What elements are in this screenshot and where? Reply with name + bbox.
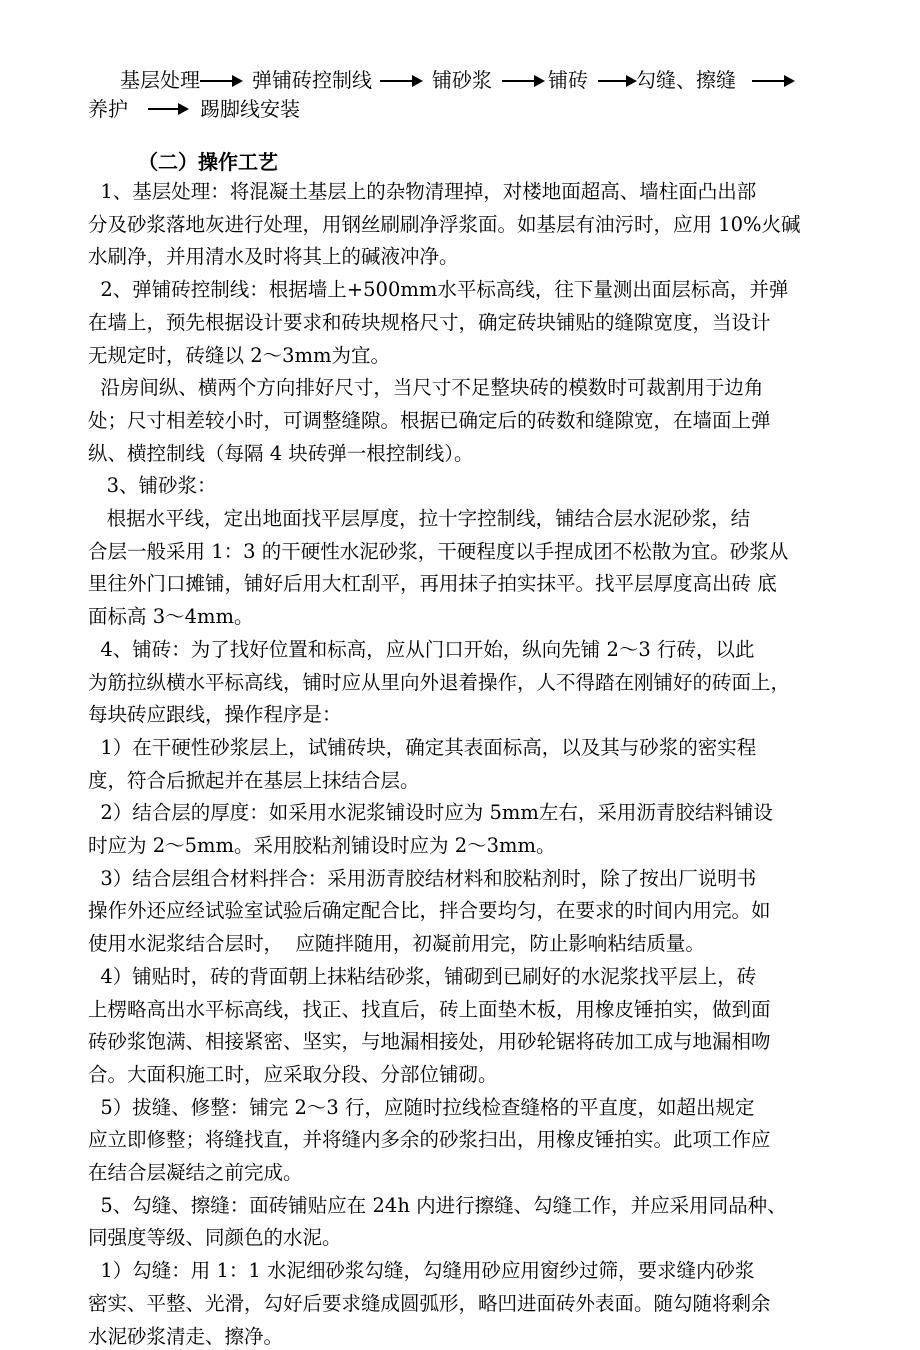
flow-step-1: 基层处理 [120, 68, 200, 92]
paragraph-line: 5）拔缝、修整：铺完 2～3 行，应随时拉线检查缝格的平直度，如超出规定 [88, 1095, 755, 1119]
arrow-icon [148, 108, 180, 110]
paragraph-line: 在墙上，预先根据设计要求和砖块规格尺寸，确定砖块铺贴的缝隙宽度，当设计 [88, 310, 771, 334]
paragraph-line: 同强度等级、同颜色的水泥。 [88, 1226, 342, 1250]
paragraph-line: 每块砖应跟线，操作程序是： [88, 703, 342, 727]
paragraph-line: 处；尺寸相差较小时，可调整缝隙。根据已确定后的砖数和缝隙宽，在墙面上弹 [88, 408, 771, 432]
paragraph-line: 1）在干硬性砂浆层上，试铺砖块，确定其表面标高，以及其与砂浆的密实程 [88, 735, 757, 759]
paragraph-line: 里往外门口摊铺，铺好后用大杠刮平，再用抹子拍实抹平。找平层厚度高出砖 底 [88, 572, 777, 596]
arrow-icon [752, 80, 786, 82]
paragraph-line: 合层一般采用 1：3 的干硬性水泥砂浆，干硬程度以手捏成团不松散为宜。砂浆从 [88, 539, 789, 563]
paragraph-line: 3）结合层组合材料拌合：采用沥青胶结材料和胶粘剂时，除了按出厂说明书 [88, 866, 757, 890]
paragraph-line: 面标高 3～4mm。 [88, 605, 254, 629]
flow-step-6: 养护 [88, 97, 128, 121]
paragraph-line: 使用水泥浆结合层时， 应随拌随用，初凝前用完，防止影响粘结质量。 [88, 932, 705, 956]
paragraph-line: 水泥砂浆清走、擦净。 [88, 1324, 284, 1348]
paragraph-line: 应立即修整；将缝找直，并将缝内多余的砂浆扫出，用橡皮锤拍实。此项工作应 [88, 1128, 771, 1152]
paragraph-line: 2）结合层的厚度：如采用水泥浆铺设时应为 5mm左右，采用沥青胶结料铺设 [88, 801, 773, 825]
paragraph-line: 无规定时，砖缝以 2～3mm为宜。 [88, 343, 390, 367]
flow-step-5: 勾缝、擦缝 [636, 68, 736, 92]
paragraph-line: 操作外还应经试验室试验后确定配合比，拌合要均匀，在要求的时间内用完。如 [88, 899, 771, 923]
arrow-icon [200, 80, 234, 82]
paragraph-line: 水刷净，并用清水及时将其上的碱液冲净。 [88, 245, 459, 269]
paragraph-line: 度，符合后掀起并在基层上抹结合层。 [88, 768, 420, 792]
arrow-icon [380, 80, 414, 82]
paragraph-line: 5、勾缝、擦缝：面砖铺贴应在 24h 内进行擦缝、勾缝工作，并应采用同品种、 [88, 1193, 787, 1217]
flow-step-2: 弹铺砖控制线 [252, 68, 372, 92]
paragraph-line: 为筋拉纵横水平标高线，铺时应从里向外退着操作，人不得踏在刚铺好的砖面上， [88, 670, 791, 694]
paragraph-line: 砖砂浆饱满、相接紧密、坚实，与地漏相接处，用砂轮锯将砖加工成与地漏相吻 [88, 1030, 771, 1054]
paragraph-line: 密实、平整、光滑，勾好后要求缝成圆弧形，略凹进面砖外表面。随勾随将剩余 [88, 1291, 771, 1315]
paragraph-line: 分及砂浆落地灰进行处理，用钢丝刷刷净浮浆面。如基层有油污时，应用 10%火碱 [88, 212, 801, 236]
paragraph-line: 4）铺贴时，砖的背面朝上抹粘结砂浆，铺砌到已刷好的水泥浆找平层上，砖 [88, 964, 757, 988]
flow-step-4: 铺砖 [548, 68, 588, 92]
paragraph-line: 1、基层处理：将混凝土基层上的杂物清理掉，对楼地面超高、墙柱面凸出部 [88, 180, 757, 203]
paragraph-line: 纵、横控制线（每隔 4 块砖弹一根控制线）。 [88, 441, 474, 465]
paragraph-line: 合。大面积施工时，应采取分段、分部位铺砌。 [88, 1062, 498, 1086]
paragraph-line: 2、弹铺砖控制线：根据墙上+500mm水平标高线，往下量测出面层标高，并弹 [88, 278, 789, 302]
paragraph-line: 沿房间纵、横两个方向排好尺寸，当尺寸不足整块砖的模数时可裁割用于边角 [88, 376, 764, 400]
paragraph-line: 时应为 2～5mm。采用胶粘剂铺设时应为 2～3mm。 [88, 834, 556, 857]
arrow-icon [598, 80, 628, 82]
arrow-icon [502, 80, 536, 82]
flow-step-3: 铺砂浆 [432, 68, 492, 92]
section-heading: （二）操作工艺 [138, 150, 278, 174]
paragraph-line: 4、铺砖：为了找好位置和标高，应从门口开始，纵向先铺 2～3 行砖，以此 [88, 637, 755, 661]
paragraph-line: 在结合层凝结之前完成。 [88, 1161, 303, 1184]
paragraph-line: 1）勾缝：用 1：1 水泥细砂浆勾缝，勾缝用砂应用窗纱过筛，要求缝内砂浆 [88, 1259, 755, 1283]
paragraph-line: 上楞略高出水平标高线，找正、找直后，砖上面垫木板，用橡皮锤拍实，做到面 [88, 997, 771, 1021]
paragraph-line: 3、铺砂浆： [88, 474, 217, 498]
paragraph-line: 根据水平线，定出地面找平层厚度，拉十字控制线，铺结合层水泥砂浆，结 [88, 507, 751, 530]
flow-step-7: 踢脚线安装 [200, 97, 300, 121]
